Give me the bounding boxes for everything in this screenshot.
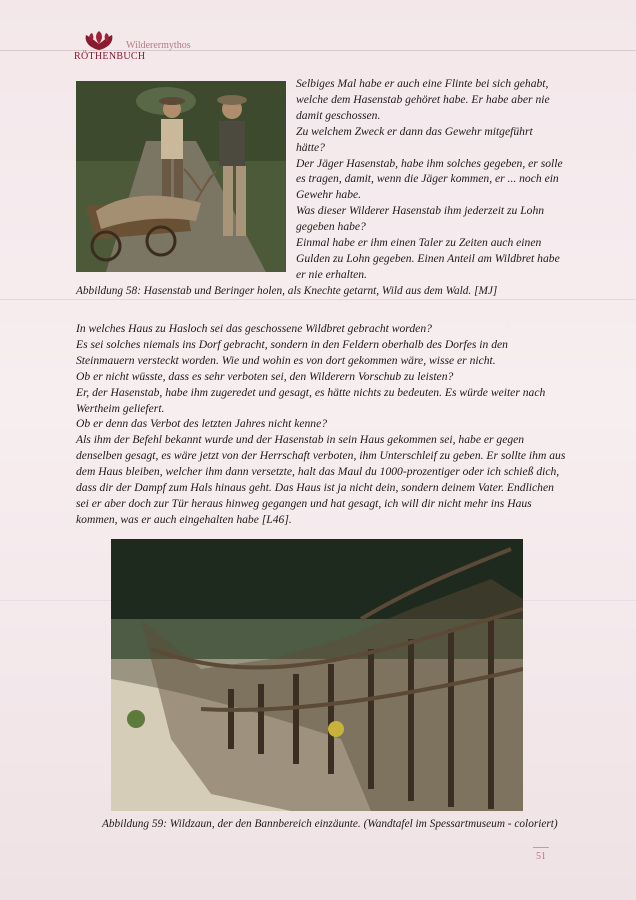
right-paragraph: Zu welchem Zweck er dann das Gewehr mitgeführt hätte? [296, 124, 533, 154]
right-paragraph: Selbiges Mal habe er auch eine Flinte bei sich gehabt, welche dem Hasenstab gehöret habe. Er habe aber nie damit geschossen. [296, 77, 550, 122]
poachers-photo [76, 81, 286, 272]
right-paragraph: Was dieser Wilderer Hasenstab ihm jederzeit zu Lohn gegeben habe? [296, 204, 545, 234]
main-body-text [76, 321, 566, 528]
game-fence-photo [111, 539, 523, 811]
right-column-text [296, 76, 564, 283]
body-paragraph: Als ihm der Befehl bekannt wurde und der Hasenstab in sein Haus gekommen sei, habe er gegen denselben gesagt, es wäre jetzt von der Herrschaft verboten, ihm Unterschleif zu geben. Er sollte ihm aus dem Haus bleiben, welcher ihm dann versetzte, halt das Maul du 1000-prozentiger oder ich schieß dich, dass dir der Dampf zum Hals hinaus geht. Das Haus ist ja nicht dein, sondern deinem Vater. Endlichen sei er aber doch zur Tür heraus hinweg gegangen und hat gesagt, ich will dir nicht mehr ins Haus kommen, was er auch eingehalten habe [L46]. [76, 433, 566, 526]
body-paragraph: Er, der Hasenstab, habe ihm zugeredet und gesagt, es hätte nichts zu bedeuten. Es würde weiter nach Wertheim geliefert. [76, 385, 546, 415]
page-number-rule [533, 847, 549, 848]
right-paragraph: Einmal habe er ihm einen Taler zu Zeiten auch einen Gulden zu Lohn gegeben. Einen Anteil am Wildbret habe er nie erhalten. [296, 236, 560, 281]
section-rule [0, 299, 636, 300]
rothenbuch-logo [74, 30, 146, 62]
flower-logo-icon [80, 30, 118, 52]
right-paragraph: Der Jäger Hasenstab, habe ihm solches gegeben, er solle es tragen, damit, wenn die Jäger kommen, er ... noch ein Gewehr habe. [296, 156, 563, 202]
page-number: 51 [536, 851, 546, 862]
running-title: Wilderermythos [126, 40, 191, 51]
logo-text: RÖTHENBUCH [74, 51, 146, 62]
body-paragraph: Es sei solches niemals ins Dorf gebracht, sondern in den Feldern oberhalb des Dorfes in den Steinmauern versteckt worden. Wie und wohin es von dort gekommen wäre, wisse er nicht. [76, 337, 508, 367]
figure-59-caption: Abbildung 59: Wildzaun, der den Bannbereich einzäunte. (Wandtafel im Spessartmuseum - coloriert) [102, 818, 558, 830]
body-paragraph: In welches Haus zu Hasloch sei das geschossene Wildbret gebracht worden? [76, 322, 432, 335]
body-paragraph: Ob er nicht wüsste, dass es sehr verboten sei, den Wilderern Vorschub zu leisten? [76, 369, 454, 383]
figure-58-caption: Abbildung 58: Hasenstab und Beringer holen, als Knechte getarnt, Wild aus dem Wald. [MJ] [76, 285, 498, 297]
body-paragraph: Ob er denn das Verbot des letzten Jahres nicht kenne? [76, 417, 328, 431]
